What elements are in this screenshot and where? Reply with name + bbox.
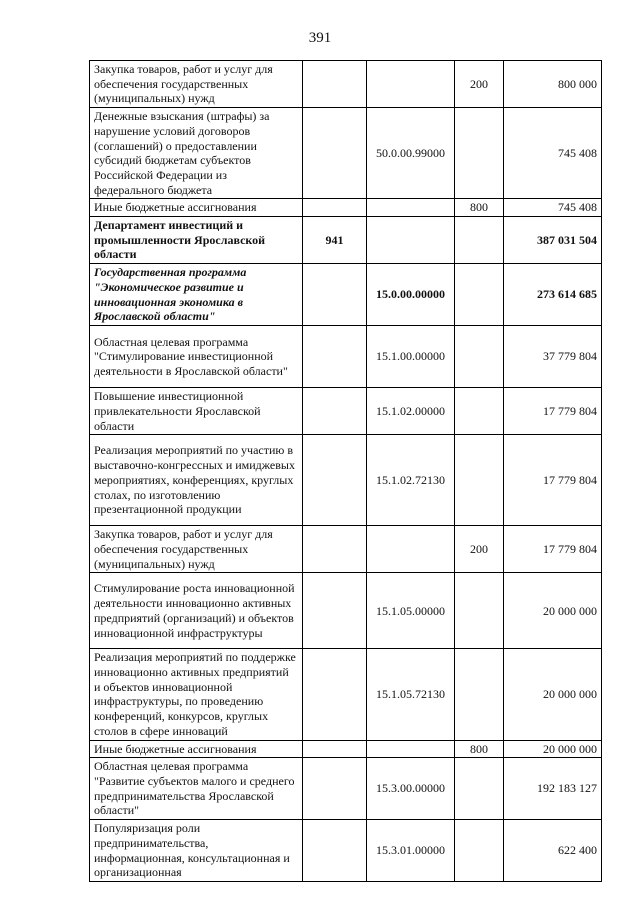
table-row [90, 758, 602, 820]
item-name-cell: Повышение инвестиционной привлекательности Ярославской области [90, 388, 303, 435]
department-code-cell [303, 758, 367, 820]
department-code-cell [303, 573, 367, 649]
target-article-cell: 15.1.05.00000 [367, 573, 455, 649]
target-article-cell: 15.1.02.72130 [367, 435, 455, 526]
department-code-cell [303, 108, 367, 199]
target-article-cell [367, 61, 455, 108]
amount-cell: 17 779 804 [504, 526, 602, 573]
amount-cell: 17 779 804 [504, 435, 602, 526]
target-article-cell [367, 217, 455, 264]
expense-type-cell [455, 820, 504, 882]
expense-type-cell [455, 573, 504, 649]
table-row [90, 264, 602, 326]
amount-cell: 745 408 [504, 199, 602, 217]
amount-cell: 273 614 685 [504, 264, 602, 326]
item-name-cell: Закупка товаров, работ и услуг для обеспечения государственных (муниципальных) нужд [90, 526, 303, 573]
expense-type-cell [455, 217, 504, 264]
item-name-cell: Департамент инвестиций и промышленности Ярославской области [90, 217, 303, 264]
target-article-cell: 15.1.00.00000 [367, 326, 455, 388]
amount-cell: 20 000 000 [504, 649, 602, 740]
item-name-cell: Реализация мероприятий по поддержке инновационно активных предприятий и объектов инновационной инфраструктуры, по проведению конференций, конкурсов, круглых столов в сфере инноваций [90, 649, 303, 740]
expense-type-cell [455, 649, 504, 740]
expense-type-cell [455, 264, 504, 326]
table-row [90, 649, 602, 740]
department-code-cell [303, 388, 367, 435]
expense-type-cell [455, 326, 504, 388]
target-article-cell [367, 199, 455, 217]
amount-cell: 745 408 [504, 108, 602, 199]
item-name-cell: Денежные взыскания (штрафы) за нарушение условий договоров (соглашений) о предоставлении субсидий бюджетам субъектов Российской Федерации из федерального бюджета [90, 108, 303, 199]
expense-type-cell [455, 108, 504, 199]
department-code-cell [303, 264, 367, 326]
item-name-cell: Областная целевая программа "Стимулирование инвестиционной деятельности в Ярославской области" [90, 326, 303, 388]
expense-type-cell: 200 [455, 526, 504, 573]
department-code-cell [303, 820, 367, 882]
page-number: 391 [308, 30, 332, 46]
table-row [90, 526, 602, 573]
item-name-cell: Государственная программа "Экономическое развитие и инновационная экономика в Ярославской области" [90, 264, 303, 326]
table-row [90, 108, 602, 199]
table-row [90, 740, 602, 758]
target-article-cell: 50.0.00.99000 [367, 108, 455, 199]
budget-table-body [90, 61, 602, 882]
target-article-cell: 15.1.05.72130 [367, 649, 455, 740]
target-article-cell: 15.3.00.00000 [367, 758, 455, 820]
target-article-cell: 15.3.01.00000 [367, 820, 455, 882]
department-code-cell [303, 326, 367, 388]
target-article-cell [367, 526, 455, 573]
amount-cell: 387 031 504 [504, 217, 602, 264]
amount-cell: 800 000 [504, 61, 602, 108]
amount-cell: 37 779 804 [504, 326, 602, 388]
item-name-cell: Стимулирование роста инновационной деятельности инновационно активных предприятий (организаций) и объектов инновационной инфраструктуры [90, 573, 303, 649]
table-row [90, 573, 602, 649]
department-code-cell [303, 649, 367, 740]
item-name-cell: Закупка товаров, работ и услуг для обеспечения государственных (муниципальных) нужд [90, 61, 303, 108]
item-name-cell: Популяризация роли предпринимательства, информационная, консультационная и организационная [90, 820, 303, 882]
amount-cell: 17 779 804 [504, 388, 602, 435]
table-row [90, 199, 602, 217]
budget-table [89, 60, 602, 882]
item-name-cell: Иные бюджетные ассигнования [90, 199, 303, 217]
amount-cell: 20 000 000 [504, 573, 602, 649]
target-article-cell [367, 740, 455, 758]
department-code-cell [303, 199, 367, 217]
expense-type-cell [455, 435, 504, 526]
expense-type-cell [455, 758, 504, 820]
item-name-cell: Иные бюджетные ассигнования [90, 740, 303, 758]
table-row [90, 435, 602, 526]
amount-cell: 622 400 [504, 820, 602, 882]
table-row [90, 820, 602, 882]
table-row [90, 388, 602, 435]
expense-type-cell: 800 [455, 199, 504, 217]
expense-type-cell [455, 388, 504, 435]
department-code-cell: 941 [303, 217, 367, 264]
expense-type-cell: 200 [455, 61, 504, 108]
department-code-cell [303, 526, 367, 573]
amount-cell: 192 183 127 [504, 758, 602, 820]
table-row [90, 61, 602, 108]
target-article-cell: 15.1.02.00000 [367, 388, 455, 435]
department-code-cell [303, 61, 367, 108]
department-code-cell [303, 740, 367, 758]
department-code-cell [303, 435, 367, 526]
expense-type-cell: 800 [455, 740, 504, 758]
item-name-cell: Областная целевая программа "Развитие субъектов малого и среднего предпринимательства Ярославской области" [90, 758, 303, 820]
table-row [90, 326, 602, 388]
amount-cell: 20 000 000 [504, 740, 602, 758]
item-name-cell: Реализация мероприятий по участию в выставочно-конгрессных и имиджевых мероприятиях, конференциях, круглых столах, по изготовлению презентационной продукции [90, 435, 303, 526]
table-row [90, 217, 602, 264]
target-article-cell: 15.0.00.00000 [367, 264, 455, 326]
